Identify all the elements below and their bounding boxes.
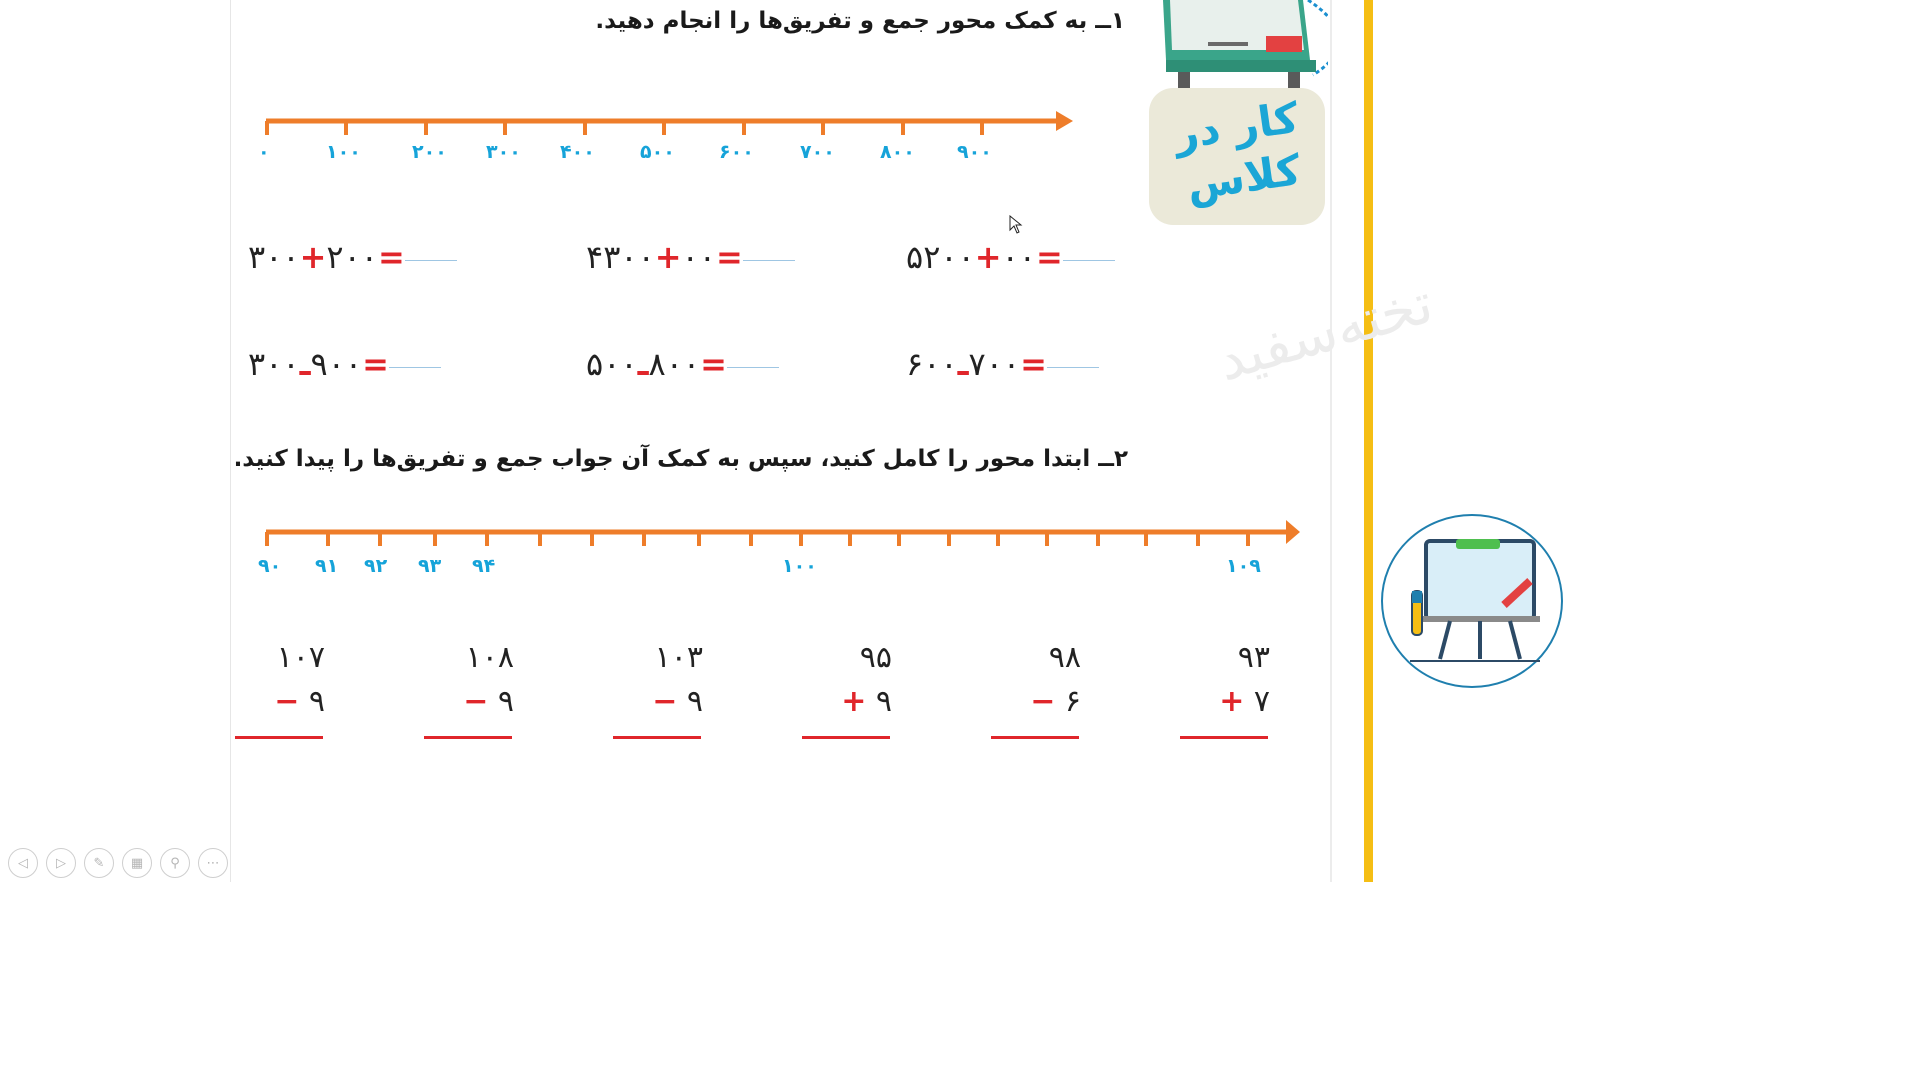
answer-line[interactable] [802, 736, 890, 739]
bottom-number: ٧ [1253, 684, 1270, 719]
vertical-problem-4 [613, 640, 703, 739]
operator: + [1219, 684, 1245, 719]
bottom-number: ٩ [686, 684, 703, 719]
pages-icon[interactable]: ▦ [122, 848, 152, 878]
answer-blank[interactable] [1047, 365, 1099, 368]
operand-b: ٣٠٠ [603, 238, 655, 276]
desk-illustration-icon [1158, 0, 1328, 88]
pen-icon[interactable]: ✎ [84, 848, 114, 878]
number-line-2 [258, 518, 1308, 558]
whiteboard-icon [1380, 513, 1566, 689]
answer-line[interactable] [424, 736, 512, 739]
answer-line[interactable] [991, 736, 1079, 739]
left-margin [0, 0, 231, 882]
mouse-cursor-icon [1009, 215, 1023, 235]
equals-sign: = [700, 345, 727, 383]
operand-a: ٩٠٠ [310, 345, 363, 383]
answer-line[interactable] [235, 736, 323, 739]
nl2-label-90: ٩٠ [258, 555, 282, 577]
vertical-problem-5 [424, 640, 514, 739]
bottom-number: ۶ [1064, 684, 1081, 719]
bottom-row [235, 684, 325, 728]
answer-blank[interactable] [743, 258, 795, 261]
equals-sign: = [1020, 345, 1047, 383]
top-number: ٩٨ [1048, 640, 1081, 675]
more-icon[interactable]: ⋯ [198, 848, 228, 878]
presentation-toolbar [8, 848, 228, 878]
nl1-label-600: ۶٠٠ [719, 141, 754, 163]
vertical-problem-3 [802, 640, 892, 739]
operator: − [463, 684, 489, 719]
bottom-row [1180, 684, 1270, 728]
operand-a: ٢٠٠ [326, 238, 378, 276]
class-work-badge-text [1158, 90, 1321, 214]
bottom-number: ٩ [875, 684, 892, 719]
page-divider [1330, 0, 1332, 882]
vertical-problem-6 [235, 640, 325, 739]
operand-b: ۵٠٠ [586, 345, 638, 383]
equals-sign: = [715, 238, 743, 276]
vertical-problem-1 [1180, 640, 1270, 739]
operand-a: ۵٠٠ [906, 238, 1036, 276]
operator: − [1030, 684, 1056, 719]
answer-blank[interactable] [1063, 258, 1115, 261]
operator: − [274, 684, 300, 719]
nl1-label-100: ١٠٠ [326, 141, 361, 163]
answer-blank[interactable] [405, 258, 457, 261]
answer-blank[interactable] [727, 365, 779, 368]
nl1-label-300: ٣٠٠ [486, 141, 521, 163]
watermark: تخته‌سفید [1210, 270, 1440, 395]
equation-row2-3 [248, 345, 441, 383]
operator: + [299, 238, 327, 276]
bottom-row [613, 684, 703, 728]
next-icon[interactable]: ▷ [46, 848, 76, 878]
operator: + [841, 684, 867, 719]
operator: + [974, 238, 1002, 276]
nl2-label-91: ٩١ [315, 555, 339, 577]
operand-b: ٣٠٠ [248, 238, 300, 276]
nl2-label-94: ٩۴ [472, 555, 496, 577]
operator: ـ [957, 345, 969, 383]
question-2-title: ٢ــ ابتدا محور را کامل کنید، سپس به کمک آن جواب جمع و تفریق‌ها را پیدا کنید. [233, 446, 1128, 472]
equals-sign: = [377, 238, 405, 276]
bottom-row [802, 684, 892, 728]
top-number: ١٠٣ [654, 640, 703, 675]
equation-row1-3 [248, 238, 457, 276]
bottom-row [991, 684, 1081, 728]
nl2-label-92: ٩٢ [364, 555, 388, 577]
nl1-label-0: ٠ [258, 141, 270, 163]
equation-row1-2 [586, 238, 795, 276]
operand-a: ۴٠٠ [586, 238, 716, 276]
operand-b: ٢٠٠ [923, 238, 975, 276]
operand-b: ۶٠٠ [906, 345, 958, 383]
nl1-label-400: ۴٠٠ [560, 141, 595, 163]
yellow-side-bar [1364, 0, 1373, 882]
bottom-row [424, 684, 514, 728]
answer-blank[interactable] [389, 365, 441, 368]
bottom-number: ٩ [308, 684, 325, 719]
top-number: ٩۵ [859, 640, 892, 675]
nl2-label-93: ٩٣ [418, 555, 442, 577]
nl2-label-100: ١٠٠ [782, 555, 817, 577]
operand-b: ٣٠٠ [248, 345, 300, 383]
top-number: ١٠٨ [465, 640, 514, 675]
question-1-title: ١ــ به کمک محور جمع و تفریق‌ها را انجام دهید. [595, 8, 1125, 34]
operand-a: ٨٠٠ [648, 345, 701, 383]
equals-sign: = [362, 345, 389, 383]
equation-row2-1 [906, 345, 1099, 383]
prev-icon[interactable]: ◁ [8, 848, 38, 878]
equation-row1-1 [906, 238, 1115, 276]
operator: ـ [637, 345, 649, 383]
operator: + [654, 238, 682, 276]
answer-line[interactable] [1180, 736, 1268, 739]
operand-a: ٧٠٠ [968, 345, 1021, 383]
answer-line[interactable] [613, 736, 701, 739]
nl1-label-800: ٨٠٠ [880, 141, 915, 163]
zoom-icon[interactable]: ⚲ [160, 848, 190, 878]
vertical-problem-2 [991, 640, 1081, 739]
operator: − [652, 684, 678, 719]
equals-sign: = [1035, 238, 1063, 276]
nl2-label-109: ١٠٩ [1226, 555, 1261, 577]
number-line-1 [258, 105, 1078, 145]
equation-row2-2 [586, 345, 779, 383]
badge-line-1: کار در [1171, 92, 1302, 159]
nl1-label-700: ٧٠٠ [800, 141, 835, 163]
nl1-label-200: ٢٠٠ [412, 141, 447, 163]
nl1-label-900: ٩٠٠ [957, 141, 992, 163]
badge-line-2: کلاس [1183, 145, 1304, 210]
operator: ـ [299, 345, 311, 383]
nl1-label-500: ۵٠٠ [640, 141, 675, 163]
top-number: ١٠٧ [276, 640, 325, 675]
bottom-number: ٩ [497, 684, 514, 719]
top-number: ٩٣ [1237, 640, 1270, 675]
